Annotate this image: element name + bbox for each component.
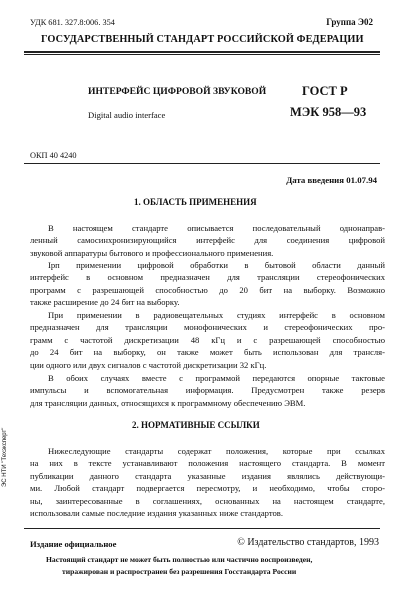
text-line: на них в тексте устанавливают положения настоящего стандарта. В момент (30, 458, 385, 469)
text-line: до 24 бит на выборку, он также может быть использован для трансля- (30, 347, 385, 358)
text-line: В настоящем стандарте описывается последовательный однонаправ- (48, 223, 385, 233)
section2-heading: 2. НОРМАТИВНЫЕ ССЫЛКИ (132, 420, 260, 430)
text-line: программ с разрешающей способностью до 20 бит на выборку. Возможно (30, 284, 385, 295)
text-line: ми. Любой стандарт подвергается пересмотру, и необходимо, чтобы сторо- (30, 483, 385, 494)
side-stamp: ЭС НТИ "Техэксперт" (2, 427, 8, 487)
text-line: использовали самые последние издания указанных ниже стандартов. (30, 507, 283, 518)
header-rule-bottom (24, 54, 380, 55)
section1-paragraph-1 (30, 222, 385, 259)
text-line: звуковой аппаратуры бытового и профессионального применения. (30, 247, 274, 258)
section1-paragraph-3 (30, 309, 385, 371)
intro-date: Дата введения 01.07.94 (286, 175, 377, 185)
header-rule-top (24, 51, 380, 53)
document-title-english: Digital audio interface (88, 110, 166, 120)
text-line: грамм с частотой дискретизации 48 кГц и с разрешающей способностью (30, 334, 385, 345)
text-line: импульсы и вспомогательная информация. Предусмотрен также резерв (30, 385, 385, 396)
text-line: интерфейс в основном предназначен для трансляции стереофонических (30, 272, 385, 283)
text-line: Нижеследующие стандарты содержат положения, которые при ссылках (48, 446, 385, 456)
section1-paragraph-2 (30, 259, 385, 309)
okp-code: ОКП 40 4240 (30, 151, 77, 160)
text-line: ленный самосинхронизирующийся интерфейс для соединения цифровой (30, 235, 385, 246)
copyright: © Издательство стандартов, 1993 (237, 537, 379, 548)
section1-heading: 1. ОБЛАСТЬ ПРИМЕНЕНИЯ (134, 197, 257, 207)
document-title: ИНТЕРФЕЙС ЦИФРОВОЙ ЗВУКОВОЙ (88, 86, 267, 97)
group-code: Группа Э02 (326, 17, 373, 27)
iec-number: МЭК 958—93 (290, 105, 367, 119)
udk-code: УДК 681. 327.8:006. 354 (30, 18, 115, 27)
edition-label: Издание официальное (30, 539, 117, 549)
footer-rule (24, 528, 380, 529)
reproduction-notice-line1: Настоящий стандарт не может быть полностью или частично воспроизведен, (46, 555, 313, 564)
gost-label: ГОСТ Р (302, 84, 348, 98)
text-line: При применении в радиовещательных студиях интерфейс в основном (48, 310, 385, 320)
reproduction-notice-line2: тиражирован и распространен без разрешения Госстандарта России (62, 567, 297, 576)
section1-paragraph-4 (30, 372, 385, 409)
text-line: Ірп применении цифровой обработки в бытовой области данный (48, 260, 385, 270)
text-line: для трансляции данных, относящихся к программному обеспечению ЭВМ. (30, 397, 306, 408)
text-line: ции одного или двух сигналов с частотой дискретизации 32 кГц. (30, 359, 267, 370)
standard-title: ГОСУДАРСТВЕННЫЙ СТАНДАРТ РОССИЙСКОЙ ФЕДЕРАЦИИ (41, 34, 364, 45)
text-line: ны, заинтересованные в соглашениях, основанных на настоящем стандарте, (30, 495, 385, 506)
section2-paragraph (30, 445, 385, 519)
text-line: также расширение до 24 бит на выборку. (30, 297, 180, 308)
text-line: публикации данного стандарта указанные издания являлись действующи- (30, 470, 385, 481)
text-line: В обоих случаях вместе с программой передаются опорные тактовые (48, 373, 385, 383)
title-rule (24, 163, 380, 164)
text-line: предназначен для трансляции монофонических и стереофонических про- (30, 322, 385, 333)
